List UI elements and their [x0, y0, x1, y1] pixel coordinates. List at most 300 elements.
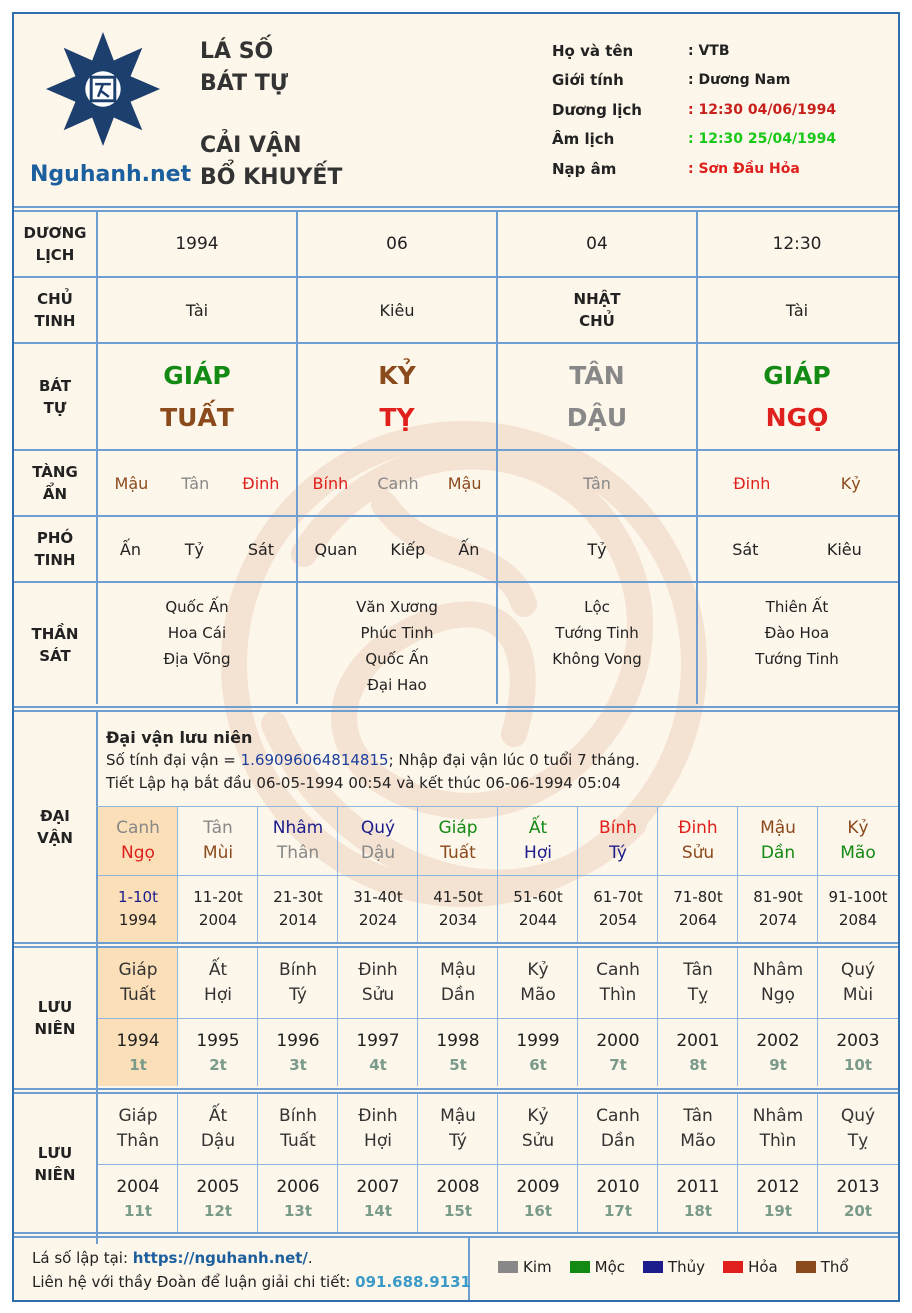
grid-divider: [417, 1094, 418, 1232]
luu-nien-chi: Ngọ: [761, 985, 795, 1005]
logo-star-icon: [44, 30, 162, 148]
tang-an-cell: [298, 451, 496, 515]
luu-nien-year-age: [578, 1019, 658, 1086]
than-sat-item: Lộc: [584, 598, 610, 616]
dai-van-can-chi: [98, 807, 178, 875]
dai-van-can-chi: [258, 807, 338, 875]
luu-nien-chi: Thân: [116, 1131, 160, 1151]
pillar-can: GIÁP: [163, 360, 231, 390]
grid-divider: [497, 806, 498, 942]
luu-nien-year-age: [738, 1165, 818, 1232]
luu-nien-chi: Tý: [289, 985, 307, 1005]
sub-star: Tỷ: [587, 539, 607, 559]
dai-van-can: Kỷ: [847, 818, 869, 838]
luu-nien-can: Đinh: [358, 1106, 398, 1126]
info-label: Âm lịch: [552, 130, 615, 149]
luu-nien-can-chi: [258, 1094, 338, 1164]
luu-nien-year-age: [578, 1165, 658, 1232]
dai-van-year: 2044: [518, 911, 558, 929]
dai-van-age: 81-90t: [753, 888, 803, 906]
dai-van-year: 2024: [358, 911, 398, 929]
luu-nien-can: Tân: [683, 960, 713, 980]
dai-van-can-chi: [418, 807, 498, 875]
luu-nien-can-chi: [738, 1094, 818, 1164]
info-row: [552, 95, 892, 125]
luu-nien-year: 2000: [596, 1030, 640, 1051]
grid-divider: [177, 806, 178, 942]
hidden-stem: Bính: [312, 473, 349, 493]
dai-van-age: 1-10t: [118, 888, 158, 906]
legend-item: [723, 1258, 778, 1276]
luu-nien-chi: Thìn: [599, 985, 637, 1005]
luu-nien-can-chi: [258, 948, 338, 1018]
grid-divider: [737, 806, 738, 942]
brand-name: Nguhanh.net: [30, 162, 192, 187]
legend-label: Kim: [523, 1258, 552, 1276]
luu-nien-can: Ất: [208, 1106, 228, 1126]
pho-tinh-cell: [298, 517, 496, 581]
luu-nien-year-age: [658, 1019, 738, 1086]
footer-text: [32, 1246, 471, 1294]
label-line: PHÓ: [36, 529, 74, 547]
grid-divider: [817, 948, 818, 1086]
luu-nien-year: 2008: [436, 1176, 480, 1197]
hidden-stem: Tân: [181, 473, 210, 493]
luu-nien-year-age: [338, 1165, 418, 1232]
luu-nien-year: 2002: [756, 1030, 800, 1051]
luu-nien-year: 2005: [196, 1176, 240, 1197]
label-line: TỰ: [43, 398, 67, 417]
grid-divider: [257, 806, 258, 942]
label-line: DƯƠNG: [23, 224, 87, 242]
luu-nien-can-chi: [738, 948, 818, 1018]
info-label: Giới tính: [552, 71, 624, 90]
luu-nien-age: 15t: [443, 1201, 473, 1220]
luu-nien-year: 2013: [836, 1176, 880, 1197]
info-row: [552, 66, 892, 96]
dai-van-age-year: [98, 876, 178, 942]
tang-an-cell: [698, 451, 896, 515]
luu-nien-year: 2003: [836, 1030, 880, 1051]
legend-swatch-icon: [570, 1261, 590, 1273]
tiet-line: Tiết Lập hạ bắt đầu 06-05-1994 00:54 và kết thúc 06-06-1994 05:04: [106, 774, 621, 792]
luu-nien-can-chi: [418, 948, 498, 1018]
dai-van-age: 61-70t: [593, 888, 643, 906]
dai-van-can-chi: [818, 807, 898, 875]
calc-suffix: ; Nhập đại vận lúc 0 tuổi 7 tháng.: [388, 751, 640, 769]
pho-tinh-cell: [698, 517, 896, 581]
grid-divider: [98, 875, 898, 876]
sub-star: Quan: [314, 539, 358, 559]
chu-tinh-value: Tài: [185, 300, 209, 320]
luu-nien-chi: Tỵ: [687, 985, 709, 1005]
luu-nien-can-chi: [338, 948, 418, 1018]
luu-nien-can-chi: [578, 948, 658, 1018]
dai-van-year: 2004: [198, 911, 238, 929]
grid-divider: [497, 1094, 498, 1232]
pillar-can: GIÁP: [763, 360, 831, 390]
legend-item: [643, 1258, 705, 1276]
luu-nien-can-chi: [98, 1094, 178, 1164]
dai-van-can-chi: [658, 807, 738, 875]
than-sat-item: Quốc Ấn: [365, 650, 429, 668]
dai-van-can-chi: [498, 807, 578, 875]
pillar-can-chi: [498, 344, 696, 449]
info-value: : VTB: [688, 42, 730, 59]
luu-nien-year: 2009: [516, 1176, 560, 1197]
label-line: CHỦ: [37, 290, 73, 308]
luu-nien-age: 20t: [843, 1201, 873, 1220]
legend-label: Thổ: [820, 1258, 849, 1276]
label-tang-an: [14, 451, 96, 515]
dai-van-year: 2074: [758, 911, 798, 929]
luu-nien-can: Canh: [596, 960, 640, 980]
title-line: CẢI VẬN: [200, 133, 302, 158]
pillar-can: KỶ: [378, 360, 416, 390]
label-bat-tu: [14, 344, 96, 449]
dai-van-age-year: [338, 876, 418, 942]
grid-divider: [737, 1094, 738, 1232]
legend-label: Hỏa: [748, 1258, 778, 1276]
info-label: Họ và tên: [552, 41, 634, 60]
grid-divider: [337, 948, 338, 1086]
luu-nien-chi: Dần: [440, 985, 476, 1005]
dai-van-can: Ất: [528, 818, 548, 838]
luu-nien-can-chi: [578, 1094, 658, 1164]
luu-nien-age: 14t: [363, 1201, 393, 1220]
grid-divider: [577, 1094, 578, 1232]
luu-nien-year: 2011: [676, 1176, 720, 1197]
luu-nien-chi: Hợi: [204, 985, 232, 1005]
dai-van-age-year: [498, 876, 578, 942]
luu-nien-can: Kỷ: [527, 1106, 549, 1126]
dai-van-year: 1994: [118, 911, 158, 929]
luu-nien-can: Đinh: [358, 960, 398, 980]
luu-nien-can: Nhâm: [752, 960, 804, 980]
label-chu-tinh: [14, 278, 96, 342]
dai-van-can: Bính: [599, 818, 637, 838]
luu-nien-year-age: [258, 1165, 338, 1232]
luu-nien-year-age: [178, 1019, 258, 1086]
grid-divider: [577, 948, 578, 1086]
label-duong-lich: [14, 212, 96, 276]
footer-prefix: Lá số lập tại:: [32, 1249, 133, 1267]
bat-tu-chart-sheet: [12, 12, 900, 1302]
dai-van-chi: Thân: [276, 843, 320, 863]
luu-nien-year-age: [338, 1019, 418, 1086]
dai-van-chi: Hợi: [524, 843, 552, 863]
legend-label: Thủy: [668, 1258, 706, 1276]
luu-nien-year: 2001: [676, 1030, 720, 1051]
dai-van-year: 2014: [278, 911, 318, 929]
tang-an-cell: [498, 451, 696, 515]
legend-swatch-icon: [723, 1261, 743, 1273]
hidden-stem: Mậu: [114, 473, 149, 493]
label-line: LƯU: [37, 1144, 73, 1162]
legend-swatch-icon: [498, 1261, 518, 1273]
luu-nien-chi: Thìn: [759, 1131, 797, 1151]
dai-van-can-chi: [338, 807, 418, 875]
dai-van-can: Canh: [116, 818, 160, 838]
luu-nien-can: Quý: [840, 960, 876, 980]
luu-nien-can-chi: [178, 948, 258, 1018]
dai-van-age: 11-20t: [193, 888, 243, 906]
luu-nien-can-chi: [818, 1094, 898, 1164]
chu-tinh-value: Kiêu: [379, 300, 415, 320]
than-sat-cell: [498, 594, 696, 672]
luu-nien-year: 1996: [276, 1030, 320, 1051]
hidden-stem: Kỷ: [840, 473, 861, 493]
label-luu-nien-1: [14, 948, 96, 1088]
luu-nien-can: Giáp: [118, 1106, 158, 1126]
than-sat-item: Đào Hoa: [764, 624, 830, 642]
dai-van-chi: Mão: [840, 843, 876, 863]
pillar-can: TÂN: [569, 360, 625, 390]
grid-divider: [817, 1094, 818, 1232]
grid-divider: [417, 806, 418, 942]
sub-star: Kiếp: [390, 539, 426, 559]
label-luu-nien-2: [14, 1094, 96, 1234]
dai-van-age-year: [418, 876, 498, 942]
grid-divider: [657, 948, 658, 1086]
luu-nien-can: Nhâm: [752, 1106, 804, 1126]
pillar-can-chi: [298, 344, 496, 449]
label-than-sat: [14, 583, 96, 706]
title-line: BÁT TỰ: [200, 71, 289, 96]
luu-nien-age: 5t: [449, 1055, 467, 1074]
info-value: : 12:30 04/06/1994: [688, 101, 837, 118]
luu-nien-year: 1999: [516, 1030, 560, 1051]
label-line: TINH: [34, 312, 76, 330]
grid-divider: [177, 1094, 178, 1232]
label-dai-van: [14, 712, 96, 942]
luu-nien-age: 16t: [523, 1201, 553, 1220]
label-line: VẬN: [37, 829, 73, 847]
luu-nien-year-age: [498, 1165, 578, 1232]
dai-van-age-year: [178, 876, 258, 942]
luu-nien-age: 3t: [289, 1055, 307, 1074]
sub-star: Sát: [247, 539, 275, 559]
dai-van-can: Đinh: [678, 818, 718, 838]
luu-nien-can: Quý: [840, 1106, 876, 1126]
site-link[interactable]: https://nguhanh.net/: [132, 1249, 308, 1267]
than-sat-item: Hoa Cái: [167, 624, 227, 642]
element-legend: [498, 1258, 849, 1276]
luu-nien-chi: Dần: [600, 1131, 636, 1151]
luu-nien-age: 1t: [129, 1055, 147, 1074]
luu-nien-can: Bính: [279, 960, 317, 980]
pillar-can-chi: [698, 344, 896, 449]
luu-nien-year-age: [178, 1165, 258, 1232]
luu-nien-year-age: [418, 1019, 498, 1086]
label-line: THẦN: [31, 624, 79, 643]
dai-van-info: [106, 726, 886, 795]
label-line: LỊCH: [35, 246, 75, 264]
legend-item: [796, 1258, 849, 1276]
grid-divider: [98, 1018, 898, 1019]
pillar-chi: DẬU: [566, 402, 628, 432]
grid-divider: [257, 948, 258, 1086]
dai-van-can: Giáp: [438, 818, 478, 838]
dai-van-age: 31-40t: [353, 888, 403, 906]
grid-divider: [657, 806, 658, 942]
dai-van-chi: Sửu: [681, 843, 715, 863]
luu-nien-year-age: [418, 1165, 498, 1232]
title-line: BỔ KHUYẾT: [200, 165, 343, 190]
luu-nien-can-chi: [178, 1094, 258, 1164]
than-sat-cell: [98, 594, 296, 672]
grid-divider: [817, 806, 818, 942]
grid-divider: [657, 1094, 658, 1232]
luu-nien-year: 1994: [116, 1030, 160, 1051]
luu-nien-chi: Dậu: [200, 1131, 236, 1151]
luu-nien-chi: Tỵ: [847, 1131, 869, 1151]
than-sat-item: Đại Hao: [367, 676, 427, 694]
sub-star: Ấn: [119, 539, 141, 559]
luu-nien-year: 1998: [436, 1030, 480, 1051]
dai-van-chi: Dần: [760, 843, 796, 863]
info-value: : Dương Nam: [688, 72, 791, 89]
luu-nien-age: 4t: [369, 1055, 387, 1074]
luu-nien-can: Canh: [596, 1106, 640, 1126]
dai-van-age: 71-80t: [673, 888, 723, 906]
luu-nien-can: Mậu: [440, 1106, 476, 1126]
person-info: [552, 36, 892, 184]
title-line: LÁ SỐ: [200, 39, 274, 64]
than-sat-cell: [298, 594, 496, 698]
sub-star: Kiêu: [826, 539, 862, 559]
label-line: LƯU: [37, 998, 73, 1016]
luu-nien-chi: Sửu: [361, 985, 395, 1005]
dai-van-age: 91-100t: [828, 888, 888, 906]
luu-nien-chi: Tuất: [280, 1131, 316, 1151]
grid-divider: [417, 948, 418, 1086]
luu-nien-year-age: [498, 1019, 578, 1086]
than-sat-item: Văn Xương: [356, 598, 438, 616]
dai-van-age-year: [818, 876, 898, 942]
dai-van-age: 21-30t: [273, 888, 323, 906]
contact-prefix: Liên hệ với thầy Đoàn để luận giải chi tiết:: [32, 1273, 356, 1291]
dai-van-year: 2054: [598, 911, 638, 929]
dai-van-can: Nhâm: [272, 818, 324, 838]
dai-van-title: Đại vận lưu niên: [106, 728, 253, 747]
phone-link[interactable]: 091.688.9131: [355, 1273, 471, 1291]
luu-nien-can-chi: [338, 1094, 418, 1164]
label-line: ẨN: [42, 485, 68, 503]
legend-swatch-icon: [796, 1261, 816, 1273]
luu-nien-year: 1995: [196, 1030, 240, 1051]
dai-van-age-year: [578, 876, 658, 942]
than-sat-item: Phúc Tinh: [360, 624, 434, 642]
luu-nien-age: 9t: [769, 1055, 787, 1074]
than-sat-item: Không Vong: [552, 650, 642, 668]
luu-nien-year-age: [258, 1019, 338, 1086]
luu-nien-chi: Sửu: [521, 1131, 555, 1151]
luu-nien-year-age: [98, 1019, 178, 1086]
luu-nien-can: Mậu: [440, 960, 476, 980]
luu-nien-can: Bính: [279, 1106, 317, 1126]
label-line: BÁT: [38, 376, 72, 395]
sub-star: Ấn: [458, 539, 480, 559]
luu-nien-year: 2012: [756, 1176, 800, 1197]
pillar-can-chi: [98, 344, 296, 449]
info-label: Dương lịch: [552, 100, 642, 119]
luu-nien-chi: Mão: [680, 1131, 716, 1151]
dai-van-age: 41-50t: [433, 888, 483, 906]
luu-nien-year: 2004: [116, 1176, 160, 1197]
dai-van-can: Tân: [203, 818, 233, 838]
info-label: Nạp âm: [552, 159, 617, 178]
luu-nien-can-chi: [818, 948, 898, 1018]
grid-divider: [497, 948, 498, 1086]
dai-van-chi: Mùi: [202, 843, 234, 863]
grid-divider: [177, 948, 178, 1086]
luu-nien-year: 2010: [596, 1176, 640, 1197]
pho-tinh-cell: [498, 517, 696, 581]
dai-van-can-chi: [738, 807, 818, 875]
hidden-stem: Đinh: [733, 473, 771, 493]
info-row: [552, 36, 892, 66]
dai-van-year: 2084: [838, 911, 878, 929]
grid-divider: [737, 948, 738, 1086]
luu-nien-can: Tân: [683, 1106, 713, 1126]
footer-line-2: [32, 1270, 471, 1294]
tang-an-cell: [98, 451, 296, 515]
hidden-stem: Mậu: [447, 473, 482, 493]
duong-lich-value: 12:30: [772, 234, 822, 254]
label-line: TINH: [34, 551, 76, 569]
footer-line-1: [32, 1246, 471, 1270]
grid-divider: [577, 806, 578, 942]
footer-suffix: .: [307, 1249, 313, 1267]
luu-nien-can-chi: [658, 1094, 738, 1164]
luu-nien-age: 18t: [683, 1201, 713, 1220]
luu-nien-year: 2007: [356, 1176, 400, 1197]
grid-divider: [257, 1094, 258, 1232]
duong-lich-value: 1994: [175, 234, 219, 254]
dai-van-chi: Tý: [609, 843, 627, 863]
legend-item: [570, 1258, 625, 1276]
luu-nien-can-chi: [658, 948, 738, 1018]
luu-nien-can: Kỷ: [527, 960, 549, 980]
chu-tinh-value: NHẬT CHỦ: [573, 290, 621, 330]
luu-nien-year: 2006: [276, 1176, 320, 1197]
luu-nien-age: 7t: [609, 1055, 627, 1074]
hidden-stem: Canh: [377, 473, 419, 493]
luu-nien-year-age: [818, 1019, 898, 1086]
luu-nien-age: 13t: [283, 1201, 313, 1220]
dai-van-age-year: [738, 876, 818, 942]
dai-van-age: 51-60t: [513, 888, 563, 906]
pillar-chi: NGỌ: [765, 402, 829, 432]
calc-prefix: Số tính đại vận =: [106, 751, 241, 769]
dai-van-can-chi: [578, 807, 658, 875]
luu-nien-chi: Tuất: [120, 985, 156, 1005]
luu-nien-year-age: [818, 1165, 898, 1232]
label-line: TÀNG: [32, 463, 78, 481]
than-sat-item: Tướng Tinh: [755, 650, 839, 668]
hidden-stem: Đinh: [242, 473, 280, 493]
dai-van-year: 2034: [438, 911, 478, 929]
chart-title: [200, 36, 342, 194]
label-line: SÁT: [39, 646, 71, 665]
luu-nien-can: Ất: [208, 960, 228, 980]
dai-van-chi: Dậu: [360, 843, 396, 863]
label-line: NIÊN: [34, 1020, 76, 1038]
luu-nien-chi: Hợi: [364, 1131, 392, 1151]
luu-nien-year-age: [658, 1165, 738, 1232]
dai-van-chi: Tuất: [440, 843, 476, 863]
